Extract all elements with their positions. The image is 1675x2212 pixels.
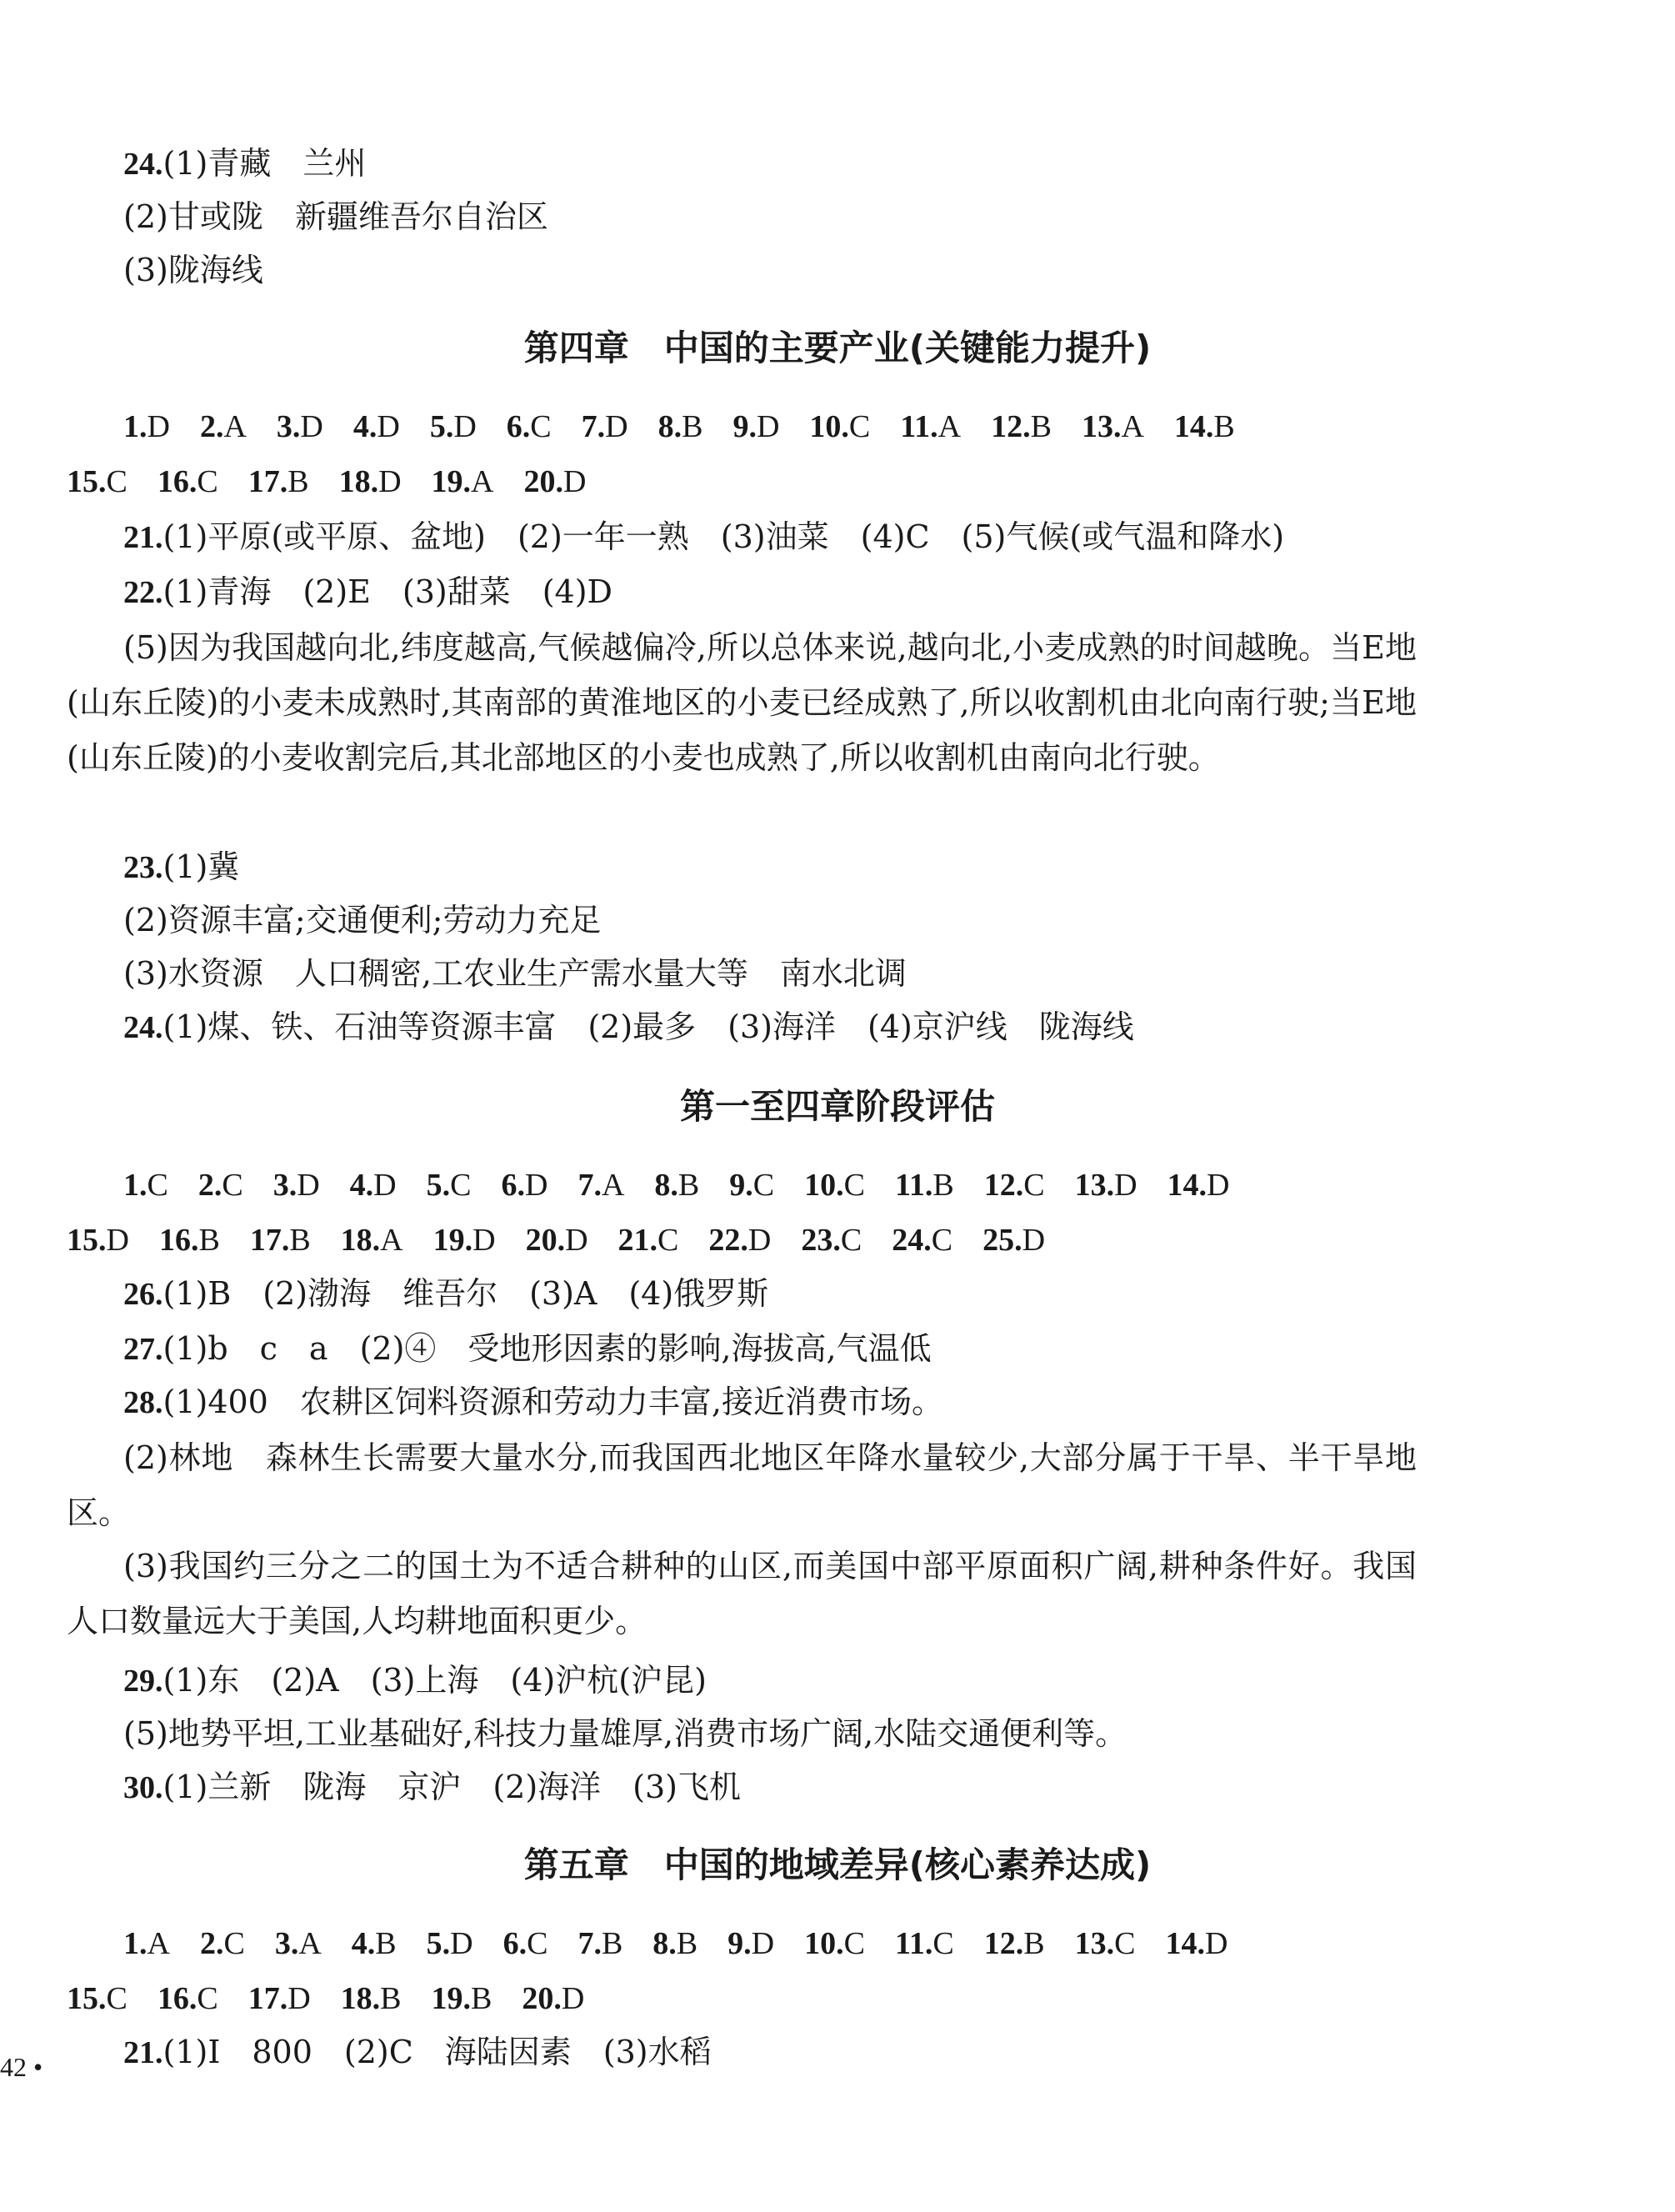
answer-choice: B: [471, 1981, 492, 2016]
answer-number: 6.: [502, 1926, 528, 1961]
answer-choice: D: [106, 1223, 129, 1258]
answer-choice: D: [453, 409, 477, 444]
ch4-q23-answer-1: (1)冀: [162, 848, 240, 885]
answer-item: [67, 460, 128, 503]
answer-choice: D: [450, 1926, 473, 1961]
answer-number: 3.: [274, 1926, 299, 1961]
stage-q26-number: 26.: [123, 1277, 163, 1312]
answer-choice: C: [222, 1168, 243, 1203]
answer-number: 25.: [982, 1223, 1022, 1258]
answer-item: [732, 405, 779, 448]
answer-choice: B: [932, 1168, 954, 1203]
answer-choice: C: [931, 1223, 953, 1258]
ch4-q24-number: 24.: [123, 1010, 163, 1045]
answer-item: [728, 1922, 774, 1965]
answer-item: [522, 1977, 584, 2020]
answer-number: 23.: [801, 1223, 841, 1258]
answer-choice: B: [1030, 409, 1052, 444]
ch4-q24-answer: (1)煤、铁、石油等资源丰富 (2)最多 (3)海洋 (4)京沪线 陇海线: [162, 1008, 1134, 1045]
q24-answer-3: (3)陇海线: [123, 252, 263, 288]
stage-q26: [123, 1272, 768, 1316]
answer-choice: C: [147, 1168, 168, 1203]
answer-choice: C: [658, 1223, 679, 1258]
answer-choice: B: [380, 1981, 402, 2016]
answer-item: [1075, 1922, 1136, 1965]
answer-item: [248, 460, 309, 503]
chapter4-heading: 第四章 中国的主要产业(关键能力提升): [523, 328, 1152, 368]
answer-choice: A: [298, 1926, 322, 1961]
answer-item: [275, 1922, 322, 1965]
answer-number: 13.: [1074, 1926, 1115, 1961]
answer-item: [430, 405, 477, 448]
answer-number: 6.: [501, 1168, 525, 1203]
answer-choice: C: [843, 1926, 865, 1961]
stage-q29-answer: (1)东 (2)A (3)上海 (4)沪杭(沪昆): [162, 1662, 707, 1699]
answer-number: 12.: [983, 1168, 1024, 1203]
answer-item: [352, 1922, 397, 1965]
answer-item: [804, 1922, 865, 1965]
answer-item: [895, 1922, 954, 1965]
stage-q28: [123, 1380, 943, 1424]
answer-number: 5.: [429, 409, 454, 444]
ch4-answer-row-2: [67, 460, 616, 503]
q24-answer-1: (1)青藏 兰州: [162, 145, 367, 182]
ch4-q21-number: 21.: [123, 520, 163, 555]
chapter5-heading: 第五章 中国的地域差异(核心素养达成): [523, 1844, 1152, 1885]
ch4-q22: [123, 570, 612, 614]
stage-q28-answer-1: (1)400 农耕区饲料资源和劳动力丰富,接近消费市场。: [162, 1384, 943, 1420]
answer-item: [895, 1164, 954, 1207]
answer-number: 14.: [1165, 1926, 1205, 1961]
answer-choice: B: [288, 464, 309, 499]
answer-number: 8.: [654, 1168, 678, 1203]
answer-item: [341, 1219, 403, 1262]
answer-choice: B: [682, 409, 703, 444]
answer-item: [618, 1219, 679, 1262]
answer-choice: C: [752, 1168, 775, 1203]
answer-number: 10.: [804, 1926, 844, 1961]
answer-choice: D: [288, 1981, 311, 2016]
ch4-q23: [123, 845, 239, 889]
answer-choice: B: [1213, 409, 1235, 444]
answer-number: 15.: [67, 1981, 107, 2016]
answer-item: [427, 1164, 472, 1207]
answer-item: [353, 405, 400, 448]
stage-q28-answer-2: (2)林地 森林生长需要大量水分,而我国西北地区年降水量较少,大部分属于干旱、半干旱地区。: [67, 1439, 1417, 1531]
answer-number: 5.: [426, 1926, 451, 1961]
answer-item: [729, 1164, 774, 1207]
answer-number: 4.: [351, 1926, 376, 1961]
answer-item: [582, 405, 628, 448]
answer-number: 7.: [578, 1926, 602, 1961]
answer-item: [200, 405, 247, 448]
answer-choice: D: [561, 1981, 585, 2016]
stage-q29-answer-5: (5)地势平坦,工业基础好,科技力量雄厚,消费市场广阔,水陆交通便利等。: [123, 1715, 1128, 1752]
ch4-q23-number: 23.: [123, 850, 163, 885]
answer-choice: A: [147, 1926, 170, 1961]
ch5-q21-number: 21.: [123, 2035, 163, 2070]
answer-choice: C: [223, 1926, 245, 1961]
answer-choice: A: [223, 409, 247, 444]
answer-number: 6.: [506, 409, 531, 444]
answer-choice: D: [1207, 1168, 1230, 1203]
stage-q26-answer: (1)B (2)渤海 维吾尔 (3)A (4)俄罗斯: [162, 1275, 769, 1312]
ch4-q24: [123, 1005, 1134, 1049]
answer-item: [801, 1219, 862, 1262]
answer-choice: C: [848, 409, 871, 444]
answer-choice: B: [289, 1223, 311, 1258]
answer-choice: D: [297, 1168, 320, 1203]
answer-item: [339, 460, 402, 503]
answer-number: 14.: [1173, 409, 1214, 444]
answer-number: 18.: [340, 1223, 381, 1258]
answer-item: [1174, 405, 1235, 448]
answer-number: 21.: [618, 1223, 658, 1258]
answer-item: [67, 1977, 128, 2020]
answer-item: [991, 405, 1052, 448]
answer-item: [523, 460, 586, 503]
answer-number: 15.: [67, 464, 107, 499]
answer-choice: D: [605, 409, 628, 444]
answer-item: [432, 1977, 492, 2020]
answer-item: [578, 1922, 622, 1965]
answer-number: 12.: [991, 409, 1031, 444]
answer-item: [273, 1164, 320, 1207]
stage-answer-row-1: [123, 1164, 1260, 1207]
ch4-q21: [123, 515, 1284, 559]
answer-choice: A: [938, 409, 962, 444]
answer-item: [708, 1219, 771, 1262]
answer-item: [1165, 1922, 1228, 1965]
answer-choice: D: [751, 1926, 775, 1961]
answer-choice: B: [601, 1926, 623, 1961]
stage-q30: [123, 1765, 741, 1809]
answer-choice: C: [106, 1981, 128, 2016]
stage-q28-number: 28.: [123, 1385, 163, 1420]
answer-number: 7.: [581, 409, 606, 444]
answer-number: 15.: [67, 1223, 107, 1258]
stage-q29: [123, 1659, 707, 1703]
answer-choice: C: [527, 1926, 548, 1961]
answer-item: [654, 1164, 699, 1207]
answer-number: 1.: [123, 1168, 148, 1203]
answer-choice: D: [1204, 1926, 1228, 1961]
answer-item: [427, 1922, 473, 1965]
answer-item: [501, 1164, 548, 1207]
answer-number: 2.: [198, 1168, 222, 1203]
answer-number: 19.: [431, 1981, 472, 2016]
answer-choice: A: [601, 1168, 625, 1203]
answer-number: 13.: [1081, 409, 1122, 444]
answer-item: [984, 1164, 1045, 1207]
answer-item: [433, 1219, 496, 1262]
answer-number: 9.: [728, 1926, 752, 1961]
q24-line-1: [123, 142, 366, 186]
answer-item: [123, 1164, 168, 1207]
stage-answer-row-2: [67, 1219, 1075, 1262]
answer-choice: C: [197, 1981, 218, 2016]
answer-number: 13.: [1074, 1168, 1115, 1203]
q24-number: 24.: [123, 147, 163, 182]
answer-number: 10.: [804, 1168, 844, 1203]
answer-number: 17.: [249, 1223, 290, 1258]
answer-number: 2.: [199, 409, 224, 444]
answer-number: 12.: [983, 1926, 1024, 1961]
answer-item: [250, 1219, 311, 1262]
ch5-q21: [123, 2030, 712, 2074]
ch4-q21-answer: (1)平原(或平原、盆地) (2)一年一熟 (3)油菜 (4)C (5)气候(或气温和降水): [162, 518, 1285, 555]
answer-choice: D: [378, 464, 402, 499]
stage-q29-number: 29.: [123, 1664, 163, 1699]
answer-item: [1168, 1164, 1230, 1207]
stage-q28-answer-3: (3)我国约三分之二的国土为不适合耕种的山区,而美国中部平原面积广阔,耕种条件好。我国人口数量远大于美国,人均耕地面积更少。: [67, 1548, 1417, 1639]
stage-q27: [123, 1327, 932, 1371]
stage-heading: 第一至四章阶段评估: [679, 1086, 995, 1127]
answer-choice: C: [840, 1223, 862, 1258]
answer-choice: D: [1114, 1168, 1138, 1203]
answer-item: [804, 1164, 865, 1207]
answer-choice: C: [450, 1168, 472, 1203]
answer-number: 16.: [157, 1981, 198, 2016]
answer-number: 4.: [352, 409, 378, 444]
answer-choice: B: [375, 1926, 397, 1961]
q24-answer-2: (2)甘或陇 新疆维吾尔自治区: [123, 198, 548, 235]
answer-choice: B: [678, 1168, 700, 1203]
answer-number: 19.: [432, 1223, 473, 1258]
answer-choice: C: [530, 409, 552, 444]
answer-choice: D: [147, 409, 170, 444]
answer-choice: D: [756, 409, 780, 444]
answer-item: [900, 405, 961, 448]
answer-number: 19.: [431, 464, 472, 499]
answer-choice: B: [676, 1926, 698, 1961]
answer-choice: A: [471, 464, 494, 499]
stage-q30-answer: (1)兰新 陇海 京沪 (2)海洋 (3)飞机: [162, 1769, 741, 1805]
answer-number: 2.: [199, 1926, 224, 1961]
answer-item: [158, 460, 218, 503]
answer-choice: D: [748, 1223, 772, 1258]
answer-choice: D: [472, 1223, 496, 1258]
answer-number: 8.: [652, 1926, 677, 1961]
answer-choice: D: [373, 1168, 397, 1203]
answer-number: 17.: [248, 464, 288, 499]
answer-item: [198, 1164, 243, 1207]
answer-item: [526, 1219, 588, 1262]
answer-number: 5.: [426, 1168, 451, 1203]
answer-choice: A: [1121, 409, 1144, 444]
answer-number: 9.: [732, 409, 757, 444]
answer-choice: D: [300, 409, 323, 444]
answer-choice: D: [562, 464, 587, 499]
answer-choice: C: [106, 464, 128, 499]
answer-item: [507, 405, 552, 448]
answer-item: [892, 1219, 952, 1262]
answer-choice: C: [1114, 1926, 1136, 1961]
answer-item: [578, 1164, 624, 1207]
answer-number: 7.: [578, 1168, 602, 1203]
answer-item: [1082, 405, 1144, 448]
answer-item: [67, 1219, 129, 1262]
answer-item: [277, 405, 323, 448]
answer-number: 17.: [248, 1981, 288, 2016]
answer-number: 18.: [340, 1981, 381, 2016]
page-number: 42 •: [0, 2052, 43, 2082]
answer-choice: C: [1023, 1168, 1045, 1203]
answer-number: 20.: [522, 1981, 562, 2016]
answer-number: 1.: [123, 409, 148, 444]
answer-item: [809, 405, 870, 448]
answer-number: 11.: [894, 1926, 933, 1961]
ch4-answer-row-1: [123, 405, 1265, 448]
ch4-q22-answer: (1)青海 (2)E (3)甜菜 (4)D: [162, 573, 613, 610]
answer-item: [982, 1219, 1045, 1262]
answer-choice: B: [1023, 1926, 1045, 1961]
ch4-q23-answer-2: (2)资源丰富;交通便利;劳动力充足: [123, 902, 602, 938]
answer-item: [1075, 1164, 1138, 1207]
answer-item: [984, 1922, 1045, 1965]
answer-number: 18.: [338, 464, 379, 499]
answer-number: 24.: [892, 1223, 932, 1258]
answer-item: [123, 1922, 170, 1965]
answer-choice: B: [198, 1223, 220, 1258]
answer-number: 22.: [708, 1223, 748, 1258]
ch4-q22-number: 22.: [123, 575, 163, 610]
answer-number: 4.: [349, 1168, 374, 1203]
ch5-answer-row-1: [123, 1922, 1258, 1965]
answer-item: [200, 1922, 245, 1965]
answer-choice: A: [380, 1223, 403, 1258]
answer-item: [503, 1922, 548, 1965]
answer-item: [158, 1977, 218, 2020]
answer-item: [432, 460, 494, 503]
answer-number: 20.: [525, 1223, 566, 1258]
answer-item: [658, 405, 703, 448]
answer-number: 14.: [1167, 1168, 1208, 1203]
stage-q30-number: 30.: [123, 1770, 163, 1805]
answer-number: 20.: [523, 464, 563, 499]
answer-number: 11.: [900, 409, 938, 444]
answer-item: [350, 1164, 397, 1207]
answer-item: [652, 1922, 698, 1965]
answer-choice: D: [1022, 1223, 1046, 1258]
stage-q27-number: 27.: [123, 1332, 163, 1367]
answer-number: 16.: [157, 464, 198, 499]
answer-choice: C: [197, 464, 218, 499]
answer-number: 3.: [276, 409, 301, 444]
answer-item: [123, 405, 170, 448]
ch4-q23-answer-3: (3)水资源 人口稠密,工农业生产需水量大等 南水北调: [123, 955, 907, 992]
answer-choice: C: [932, 1926, 954, 1961]
answer-item: [248, 1977, 311, 2020]
answer-number: 9.: [729, 1168, 753, 1203]
ch5-answer-row-2: [67, 1977, 614, 2020]
answer-number: 1.: [123, 1926, 148, 1961]
answer-choice: C: [843, 1168, 865, 1203]
answer-item: [341, 1977, 402, 2020]
ch5-q21-answer: (1)Ⅰ 800 (2)C 海陆因素 (3)水稻: [162, 2034, 712, 2070]
stage-q27-answer: (1)b c a (2)④ 受地形因素的影响,海拔高,气温低: [162, 1330, 932, 1367]
ch4-q22-explanation: (5)因为我国越向北,纬度越高,气候越偏冷,所以总体来说,越向北,小麦成熟的时间越晚。当E地(山东丘陵)的小麦未成熟时,其南部的黄淮地区的小麦已经成熟了,所以收割机由北向南行驶;当E地(山东丘陵)的小麦收割完后,其北部地区的小麦也成熟了,所以收割机由南向北行驶。: [67, 629, 1417, 776]
answer-number: 3.: [272, 1168, 298, 1203]
answer-number: 11.: [894, 1168, 933, 1203]
answer-number: 16.: [158, 1223, 199, 1258]
answer-choice: D: [524, 1168, 548, 1203]
answer-choice: D: [377, 409, 400, 444]
answer-choice: D: [565, 1223, 588, 1258]
answer-number: 8.: [658, 409, 682, 444]
answer-item: [159, 1219, 220, 1262]
answer-number: 10.: [809, 409, 849, 444]
